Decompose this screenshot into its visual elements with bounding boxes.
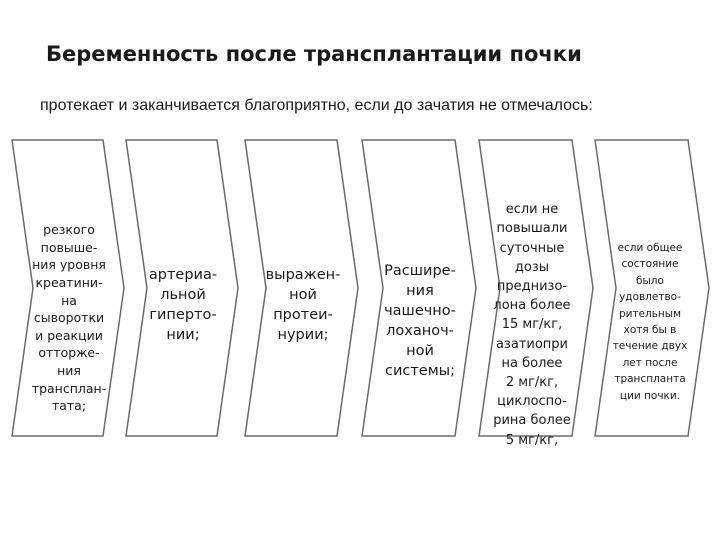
condition-2 [138, 240, 228, 370]
condition-5-text: если не повышали суточные дозы преднизо- лона более 15 мг/кг, азатиопри на более 2 мг/кг, циклоспо- рина более 5 мг/кг, [493, 202, 571, 448]
condition-4 [372, 246, 468, 396]
condition-6 [600, 228, 700, 416]
condition-2-text: артериа- льной гиперто- нии; [148, 267, 218, 343]
slide-title: Беременность после трансплантации почки [46, 42, 582, 66]
condition-1-text: резкого повыше- ния уровня креатини- на сыворотки и реакции отторже- ния трансплан- тата; [31, 222, 107, 414]
condition-3 [256, 240, 350, 370]
condition-5 [484, 192, 580, 458]
slide-subtitle: протекает и заканчивается благоприятно, если до зачатия не отмечалось: [40, 97, 593, 114]
condition-3-text: выражен- ной протеи- нурии; [265, 267, 341, 343]
condition-6-text: если общее состояние было удовлетво- рительным хотя бы в течение двух лет после трансплантa ции почки. [612, 241, 688, 402]
condition-4-text: Расшире- ния чашечно- лоханоч- ной системы; [384, 263, 456, 379]
condition-1 [24, 200, 114, 436]
